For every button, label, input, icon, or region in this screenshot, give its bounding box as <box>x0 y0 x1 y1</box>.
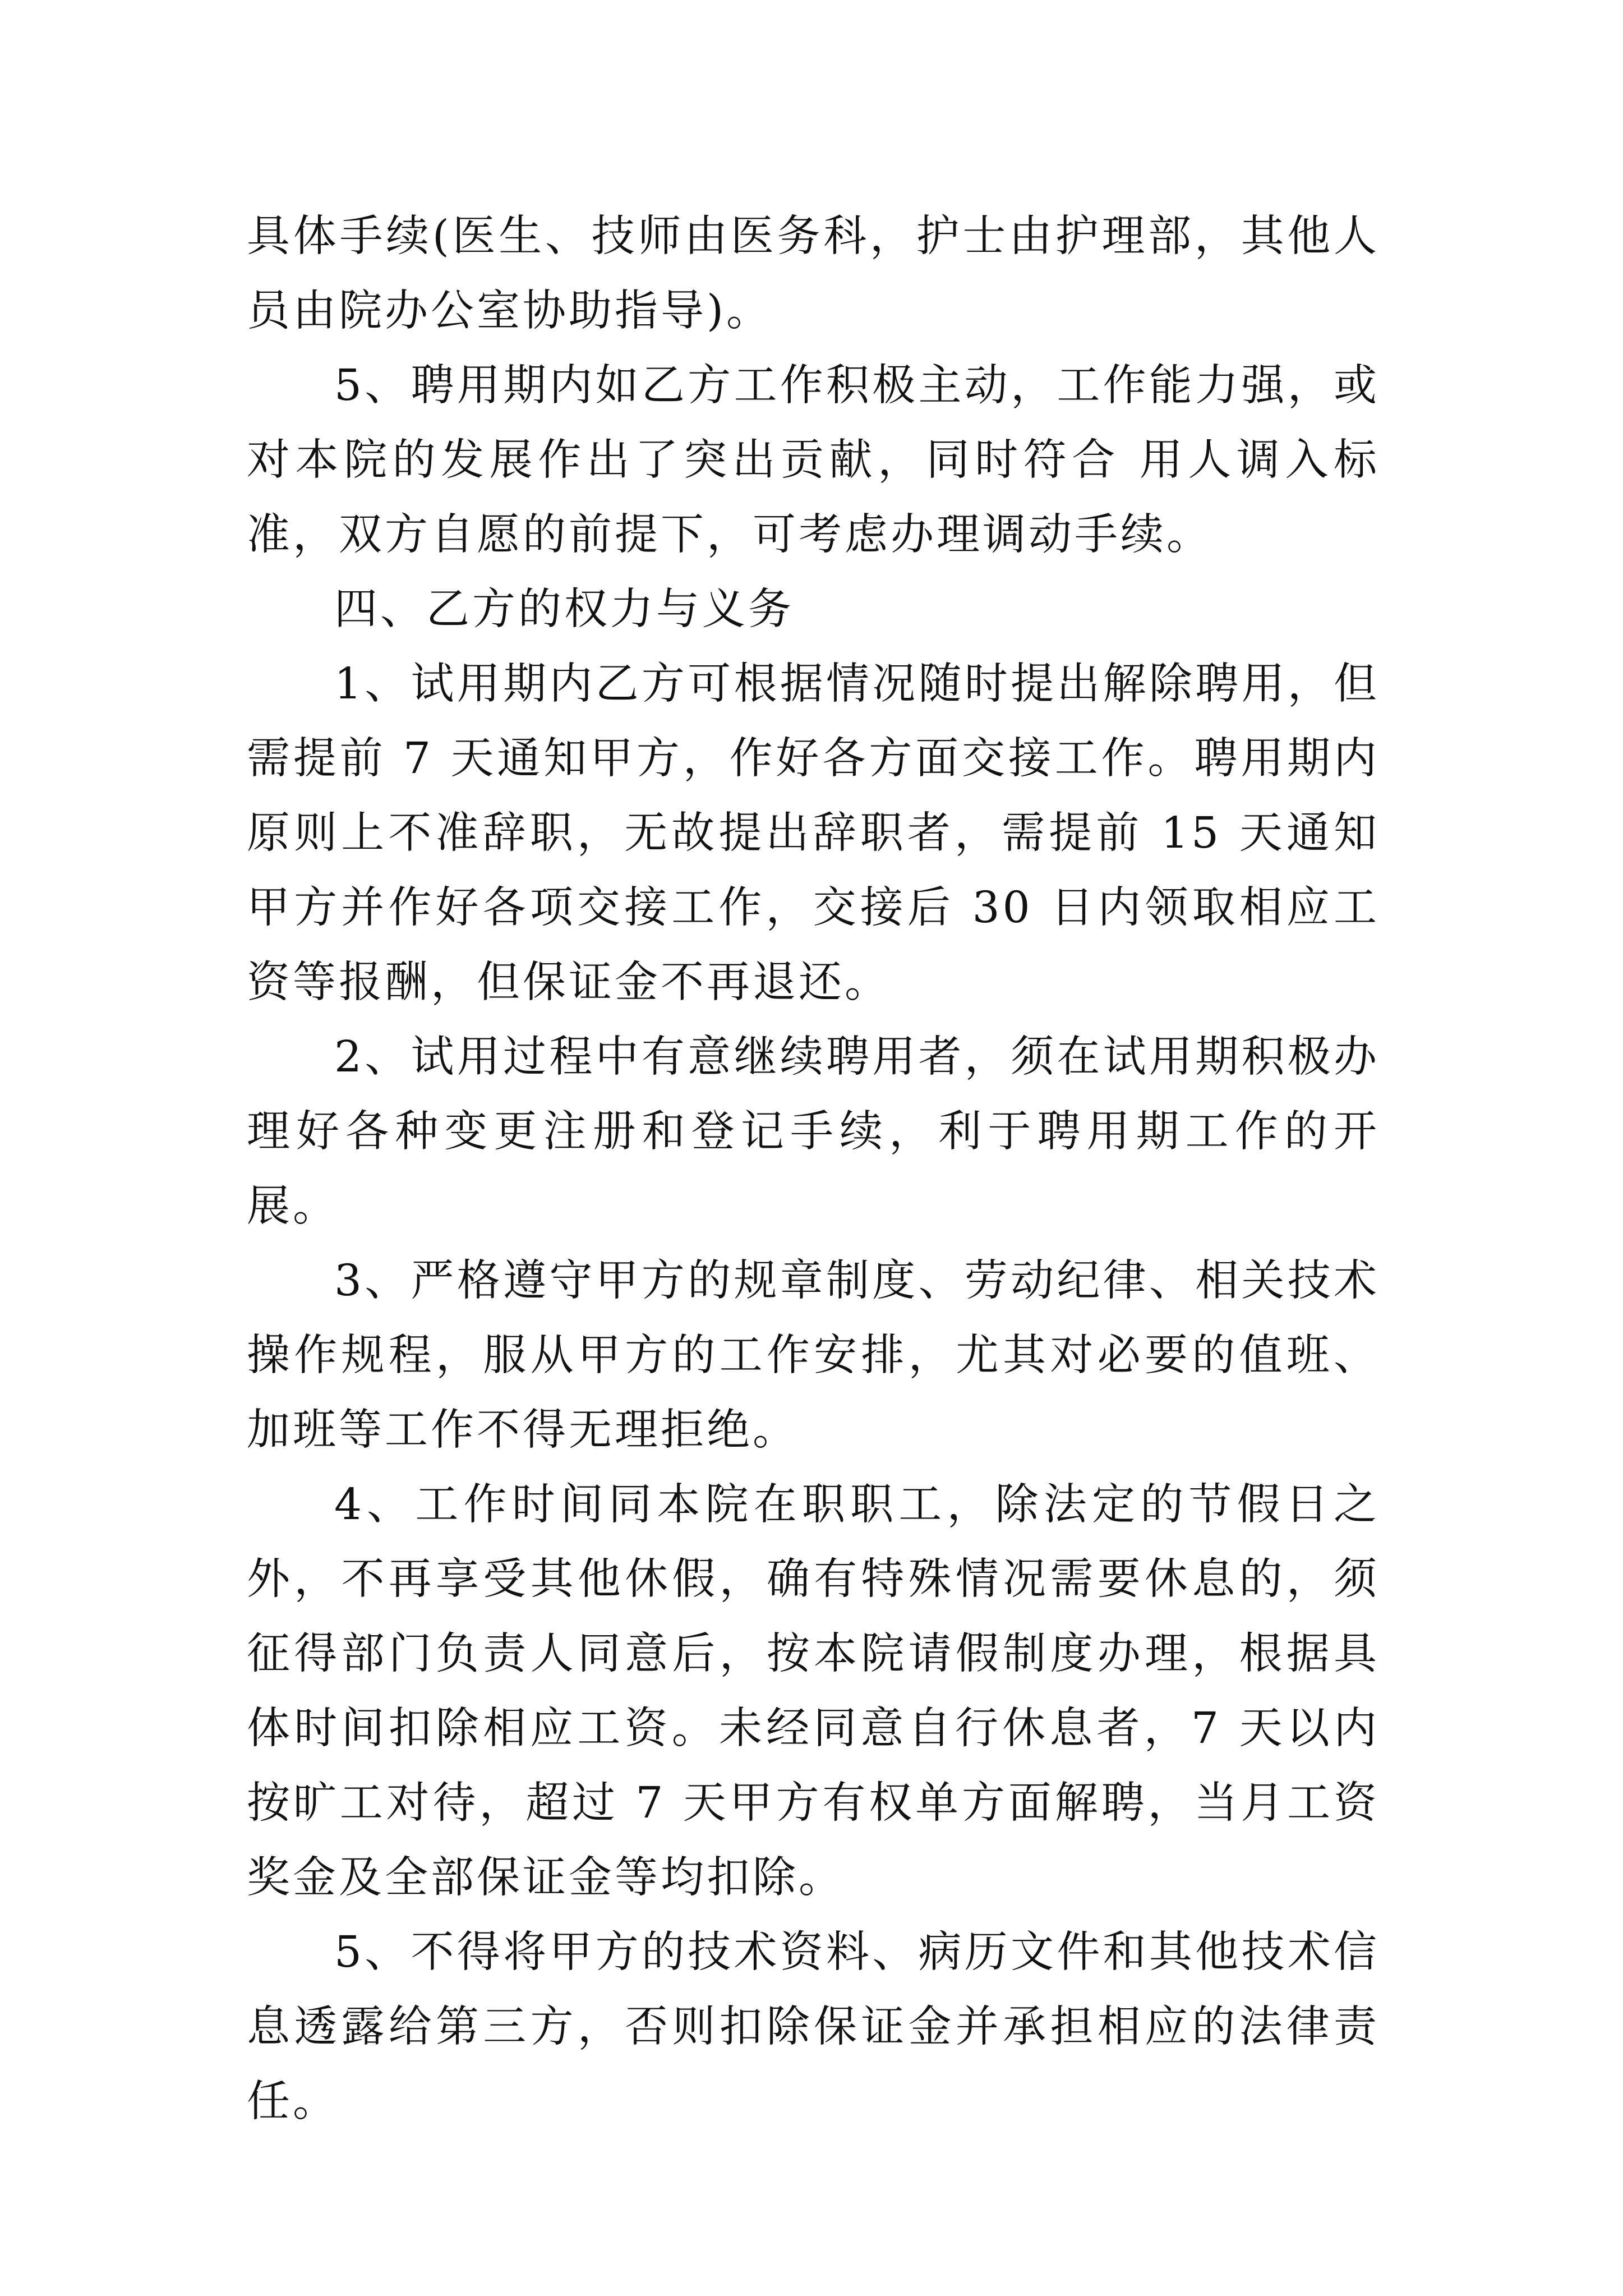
document-page <box>247 199 1380 2139</box>
paragraph-rules-compliance: 3、严格遵守甲方的规章制度、劳动纪律、相关技术操作规程，服从甲方的工作安排，尤其对必要的值班、加班等工作不得无理拒绝。 <box>247 1256 1380 1455</box>
paragraph-transfer-procedure: 5、聘用期内如乙方工作积极主动，工作能力强，或对本院的发展作出了突出贡献，同时符合 用人调入标准，双方自愿的前提下，可考虑办理调动手续。 <box>247 361 1380 560</box>
section-heading-party-b-rights: 四、乙方的权力与义务 <box>334 585 794 634</box>
paragraph-working-hours-leave: 4、工作时间同本院在职职工，除法定的节假日之外，不再享受其他休假，确有特殊情况需要休息的，须征得部门负责人同意后，按本院请假制度办理，根据具体时间扣除相应工资。未经同意自行休息者，7 天以内按旷工对待，超过 7 天甲方有权单方面解聘，当月工资奖金及全部保证金等均扣除。 <box>247 1480 1380 1903</box>
paragraph-procedure-guidance: 具体手续(医生、技师由医务科，护士由护理部，其他人员由院办公室协助指导)。 <box>247 211 1380 336</box>
paragraph-confidentiality: 5、不得将甲方的技术资料、病历文件和其他技术信息透露给第三方，否则扣除保证金并承担相应的法律责任。 <box>247 1927 1380 2127</box>
paragraph-resignation-terms: 1、试用期内乙方可根据情况随时提出解除聘用，但需提前 7 天通知甲方，作好各方面交接工作。聘用期内原则上不准辞职，无故提出辞职者，需提前 15 天通知甲方并作好各项交接工作，交接后 30 日内领取相应工资等报酬，但保证金不再退还。 <box>247 659 1380 1007</box>
paragraph-registration-procedure: 2、试用过程中有意继续聘用者，须在试用期积极办理好各种变更注册和登记手续，利于聘用期工作的开展。 <box>247 1032 1380 1231</box>
